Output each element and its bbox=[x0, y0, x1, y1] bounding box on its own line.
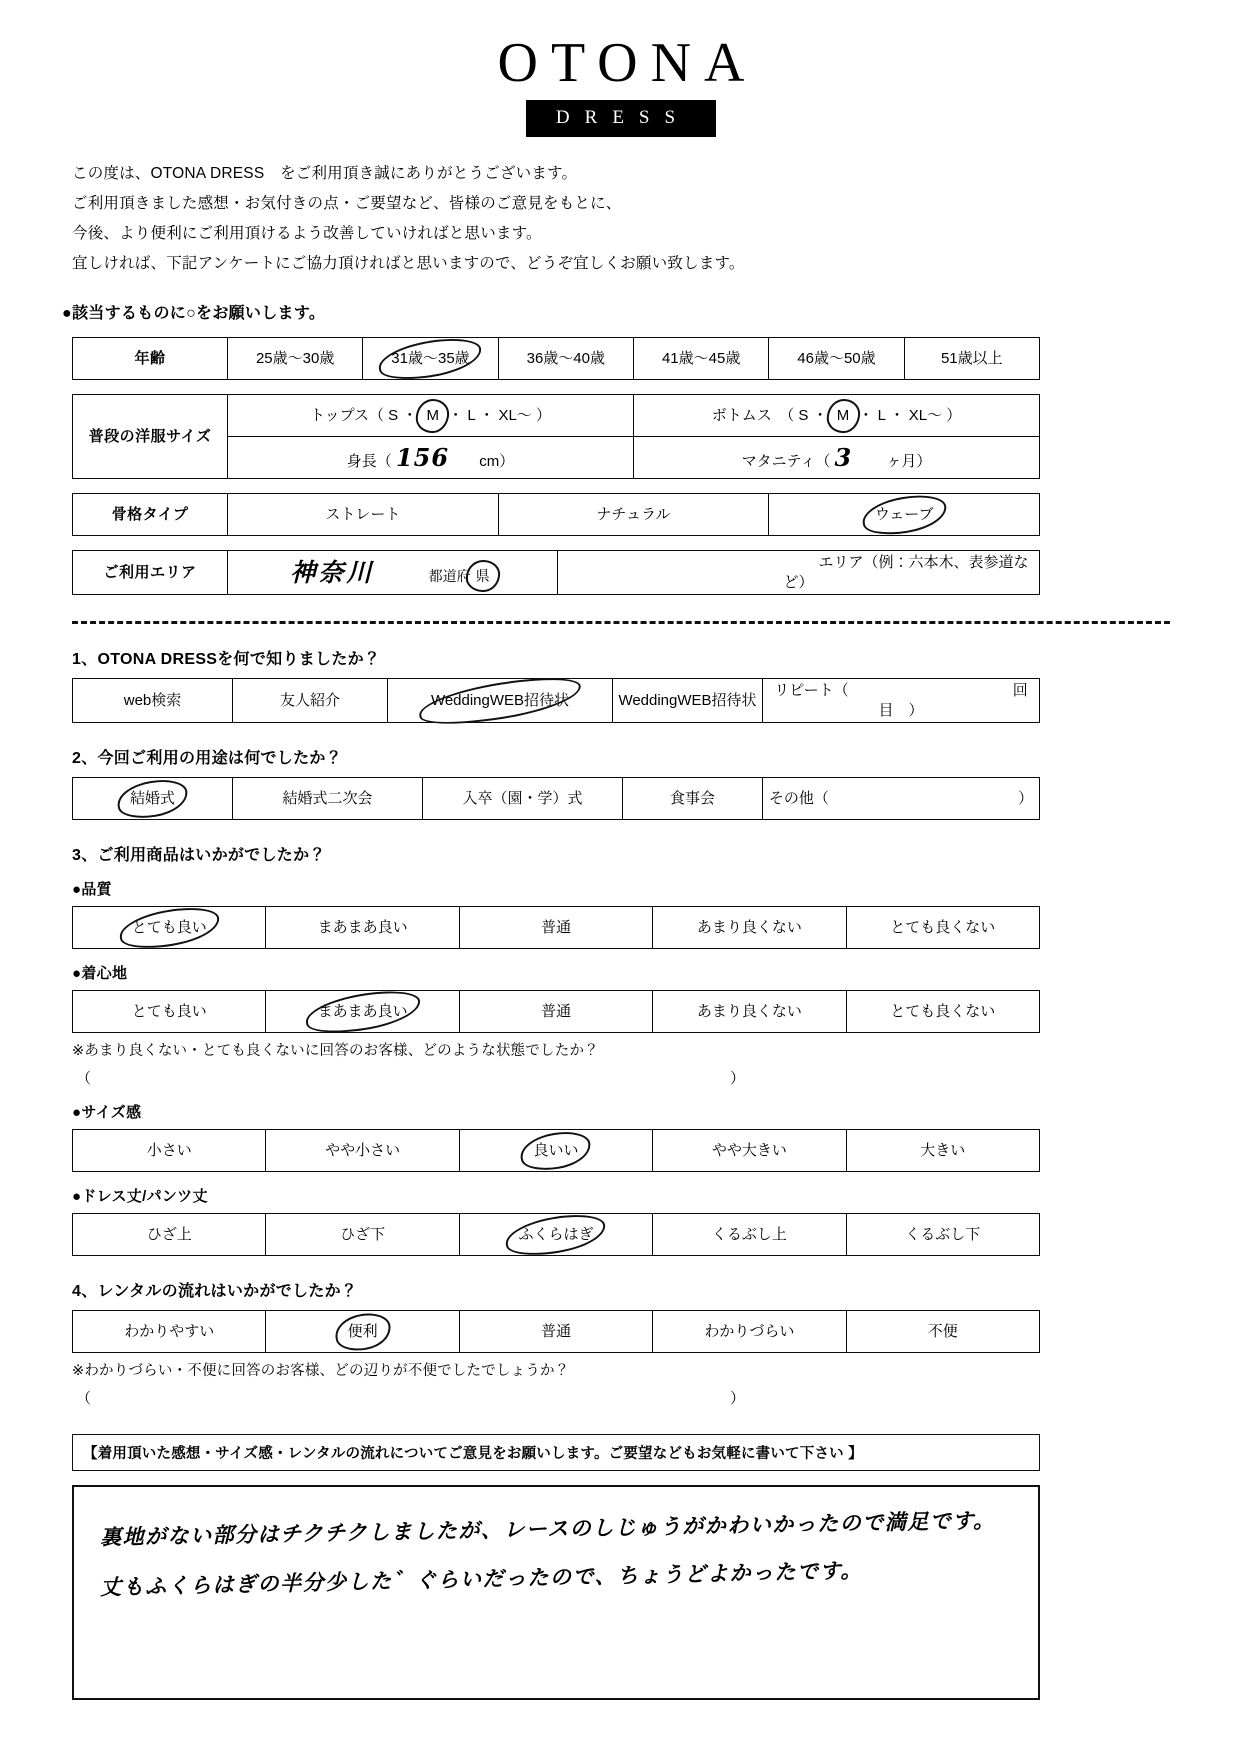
q1-option-friend[interactable]: 友人紹介 bbox=[233, 679, 388, 723]
q1-heading: 1、OTONA DRESSを何で知りましたか？ bbox=[72, 651, 381, 669]
age-option-31-35[interactable] bbox=[363, 338, 498, 380]
intro-line-4: 宜しければ、下記アンケートにご協力頂ければと思いますので、どうぞ宜しくお願い致します。 bbox=[72, 254, 745, 272]
table-row bbox=[73, 1311, 1040, 1353]
intro-line-1: この度は、OTONA DRESS をご利用頂き誠にありがとうございます。 bbox=[72, 164, 578, 182]
table-row bbox=[73, 679, 1040, 723]
q2-heading: 2、今回ご利用の用途は何でしたか？ bbox=[72, 750, 342, 768]
quality-option-not-good[interactable]: あまり良くない bbox=[653, 907, 846, 949]
comfort-option-fairly-good[interactable] bbox=[266, 991, 459, 1033]
prefecture-value: 神奈川 bbox=[290, 557, 375, 587]
intro-line-2: ご利用頂きました感想・お気付きの点・ご要望など、皆様のご意見をもとに、 bbox=[72, 194, 622, 212]
q4-option-normal[interactable]: 普通 bbox=[459, 1311, 652, 1353]
table-row bbox=[73, 991, 1040, 1033]
age-option-41-45[interactable]: 41歳～45歳 bbox=[633, 338, 768, 380]
body-type-table bbox=[72, 493, 1040, 536]
intro-line-3: 今後、より便利にご利用頂けるよう改善していければと思います。 bbox=[72, 224, 542, 242]
tops-size-cell[interactable]: トップス（ S ・ M ・ L ・ XL～ ） bbox=[228, 395, 634, 437]
selected-mark-body-type: ウェーブ bbox=[870, 504, 939, 526]
selected-mark-bottoms: M bbox=[832, 405, 855, 427]
age-option-46-50[interactable]: 46歳～50歳 bbox=[769, 338, 904, 380]
q3-heading: 3、ご利用商品はいかがでしたか？ bbox=[72, 847, 326, 865]
age-row-label: 年齢 bbox=[73, 338, 228, 380]
selected-mark-q2: 結婚式 bbox=[125, 788, 180, 810]
comfort-option-very-bad[interactable]: とても良くない bbox=[846, 991, 1039, 1033]
q2-option-dining[interactable]: 食事会 bbox=[623, 778, 763, 820]
quality-option-very-bad[interactable]: とても良くない bbox=[846, 907, 1039, 949]
q3-quality-table bbox=[72, 906, 1040, 949]
q4-option-convenient[interactable] bbox=[266, 1311, 459, 1353]
fit-option-large[interactable]: 大きい bbox=[846, 1130, 1039, 1172]
q3-fit-label: ●サイズ感 bbox=[72, 1104, 142, 1122]
area-table bbox=[72, 550, 1040, 595]
length-option-above-knee[interactable]: ひざ上 bbox=[73, 1214, 266, 1256]
q3-comfort-table bbox=[72, 990, 1040, 1033]
length-option-above-ankle[interactable]: くるぶし上 bbox=[653, 1214, 846, 1256]
q4-option-hard[interactable]: わかりづらい bbox=[653, 1311, 846, 1353]
selected-mark-fit: 良いい bbox=[528, 1140, 583, 1162]
q3-length-table bbox=[72, 1213, 1040, 1256]
body-type-option-natural[interactable]: ナチュラル bbox=[498, 494, 769, 536]
comfort-option-very-good[interactable]: とても良い bbox=[73, 991, 266, 1033]
table-row bbox=[73, 338, 1040, 380]
q1-option-instagram[interactable]: WeddingWEB招待状 bbox=[613, 679, 763, 723]
prefecture-label: 都道府 県 bbox=[429, 568, 495, 584]
length-option-calf[interactable] bbox=[459, 1214, 652, 1256]
q1-option-web-search[interactable]: web検索 bbox=[73, 679, 233, 723]
selected-mark-tops: M bbox=[421, 405, 444, 427]
selected-mark-prefecture: 県 bbox=[471, 566, 495, 586]
length-option-below-knee[interactable]: ひざ下 bbox=[266, 1214, 459, 1256]
logo-wordmark: OTONA bbox=[497, 32, 758, 94]
fit-option-slightly-small[interactable]: やや小さい bbox=[266, 1130, 459, 1172]
table-row bbox=[73, 1130, 1040, 1172]
selected-mark-q1: WeddingWEB招待状 bbox=[426, 690, 574, 712]
brand-logo bbox=[0, 0, 1242, 137]
q4-option-easy[interactable]: わかりやすい bbox=[73, 1311, 266, 1353]
body-type-option-wave[interactable] bbox=[769, 494, 1040, 536]
table-row bbox=[73, 1214, 1040, 1256]
maternity-cell[interactable]: マタニティ（ 3 ヶ月） bbox=[634, 437, 1040, 479]
table-row bbox=[73, 395, 1040, 437]
q3-comfort-answer-line[interactable]: （ ） bbox=[76, 1070, 746, 1088]
age-option-25-30[interactable]: 25歳～30歳 bbox=[228, 338, 363, 380]
q2-table bbox=[72, 777, 1040, 820]
length-option-below-ankle[interactable]: くるぶし下 bbox=[846, 1214, 1039, 1256]
free-comment-line-1: 裏地がない部分はチクチクしましたが、レースのしじゅうがかわいかったので満足です。 bbox=[99, 1508, 996, 1551]
fit-option-small[interactable]: 小さい bbox=[73, 1130, 266, 1172]
fit-option-good[interactable] bbox=[459, 1130, 652, 1172]
selected-mark-length: ふくらはぎ bbox=[513, 1224, 598, 1246]
body-type-option-straight[interactable]: ストレート bbox=[228, 494, 499, 536]
q3-comfort-label: ●着心地 bbox=[72, 965, 128, 983]
selected-mark-comfort: まあまあ良い bbox=[313, 1001, 413, 1023]
q2-option-ceremony[interactable]: 入卒（園・学）式 bbox=[423, 778, 623, 820]
free-comment-caption: 【着用頂いた感想・サイズ感・レンタルの流れについてご意見をお願いします。ご要望などもお気軽に書いて下さい 】 bbox=[72, 1434, 1040, 1471]
q4-option-inconvenient[interactable]: 不便 bbox=[846, 1311, 1039, 1353]
q4-table bbox=[72, 1310, 1040, 1353]
fit-option-slightly-large[interactable]: やや大きい bbox=[653, 1130, 846, 1172]
q2-option-after-party[interactable]: 結婚式二次会 bbox=[233, 778, 423, 820]
body-type-row-label: 骨格タイプ bbox=[73, 494, 228, 536]
prefecture-cell[interactable] bbox=[228, 551, 558, 595]
q2-option-wedding[interactable] bbox=[73, 778, 233, 820]
clothing-size-table bbox=[72, 394, 1040, 479]
q1-option-repeat[interactable]: リピート（ 回目 ） bbox=[763, 679, 1040, 723]
selected-mark-age: 31歳～35歳 bbox=[386, 348, 474, 370]
height-value: 156 bbox=[395, 443, 450, 473]
table-row bbox=[73, 907, 1040, 949]
quality-option-very-good[interactable] bbox=[73, 907, 266, 949]
table-row bbox=[73, 778, 1040, 820]
q1-option-wedding-web[interactable] bbox=[388, 679, 613, 723]
maternity-value: 3 bbox=[834, 443, 853, 473]
selected-mark-quality: とても良い bbox=[127, 917, 212, 939]
q4-answer-line[interactable]: （ ） bbox=[76, 1390, 746, 1408]
table-row bbox=[73, 551, 1040, 595]
area-hint-cell[interactable]: エリア（例：六本木、表参道など） bbox=[558, 551, 1040, 595]
bottoms-size-cell[interactable]: ボトムス （ S ・ M ・ L ・ XL～ ） bbox=[634, 395, 1040, 437]
q4-note: ※わかりづらい・不便に回答のお客様、どの辺りが不便でしたでしょうか？ bbox=[72, 1363, 570, 1380]
intro-paragraph bbox=[72, 159, 1242, 279]
clothing-size-row-label: 普段の洋服サイズ bbox=[73, 395, 228, 479]
q2-option-other[interactable]: その他（ ） bbox=[763, 778, 1040, 820]
area-row-label: ご利用エリア bbox=[73, 551, 228, 595]
age-table bbox=[72, 337, 1040, 380]
q3-fit-table bbox=[72, 1129, 1040, 1172]
q3-comfort-note: ※あまり良くない・とても良くないに回答のお客様、どのような状態でしたか？ bbox=[72, 1043, 599, 1060]
comfort-option-not-good[interactable]: あまり良くない bbox=[653, 991, 846, 1033]
logo-subtitle-bar: DRESS bbox=[526, 100, 716, 137]
q4-heading: 4、レンタルの流れはいかがでしたか？ bbox=[72, 1283, 358, 1301]
selected-mark-q4: 便利 bbox=[343, 1321, 383, 1343]
section-heading: ●該当するものに○をお願いします。 bbox=[62, 305, 326, 323]
q1-table bbox=[72, 678, 1040, 723]
age-option-51-plus[interactable]: 51歳以上 bbox=[904, 338, 1039, 380]
q3-length-label: ●ドレス丈/パンツ丈 bbox=[72, 1188, 208, 1206]
table-row bbox=[73, 494, 1040, 536]
quality-option-fairly-good[interactable]: まあまあ良い bbox=[266, 907, 459, 949]
height-cell[interactable]: 身長（ 156 cm） bbox=[228, 437, 634, 479]
age-option-36-40[interactable]: 36歳～40歳 bbox=[498, 338, 633, 380]
free-comment-box[interactable] bbox=[72, 1485, 1040, 1700]
comfort-option-normal[interactable]: 普通 bbox=[459, 991, 652, 1033]
quality-option-normal[interactable]: 普通 bbox=[459, 907, 652, 949]
free-comment-line-2: 丈もふくらはぎの半分少した゛ぐらいだったので、ちょうどよかったです。 bbox=[99, 1558, 864, 1601]
q3-quality-label: ●品質 bbox=[72, 881, 112, 899]
section-divider bbox=[72, 621, 1170, 624]
